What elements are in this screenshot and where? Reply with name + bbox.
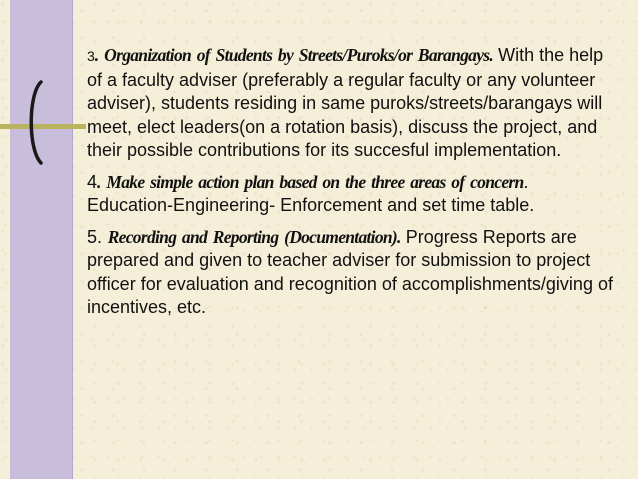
item-recording (87, 226, 617, 320)
item-body: Progress Reports are prepared and given to teacher adviser for submission to project officer for evaluation and recognition of accomplishments/giving of incentives, etc. (87, 226, 613, 317)
bracket-icon (24, 80, 46, 165)
item-number: 5. (87, 226, 103, 247)
item-heading: . Make simple action plan based on the three areas of concern (97, 171, 524, 192)
item-number: 4 (87, 171, 98, 192)
item-body: With the help of a faculty adviser (preferably a regular faculty or any volunteer adviser), students residing in same puroks/streets/barangays will meet, elect leaders(on a rotation basis), discuss the project, and their possible contributions for its succesful implementation. (87, 45, 604, 160)
side-decoration-band (10, 0, 73, 479)
item-action-plan (87, 171, 617, 218)
item-heading: Recording and Reporting (Documentation). (102, 226, 401, 247)
item-organization (87, 44, 617, 163)
item-heading: . Organization of Students by Streets/Puroks/or Barangays. (94, 45, 494, 65)
slide-content (87, 44, 617, 328)
item-body: . Education-Engineering- Enforcement and set time table. (87, 171, 535, 215)
item-number: 3 (87, 48, 95, 64)
